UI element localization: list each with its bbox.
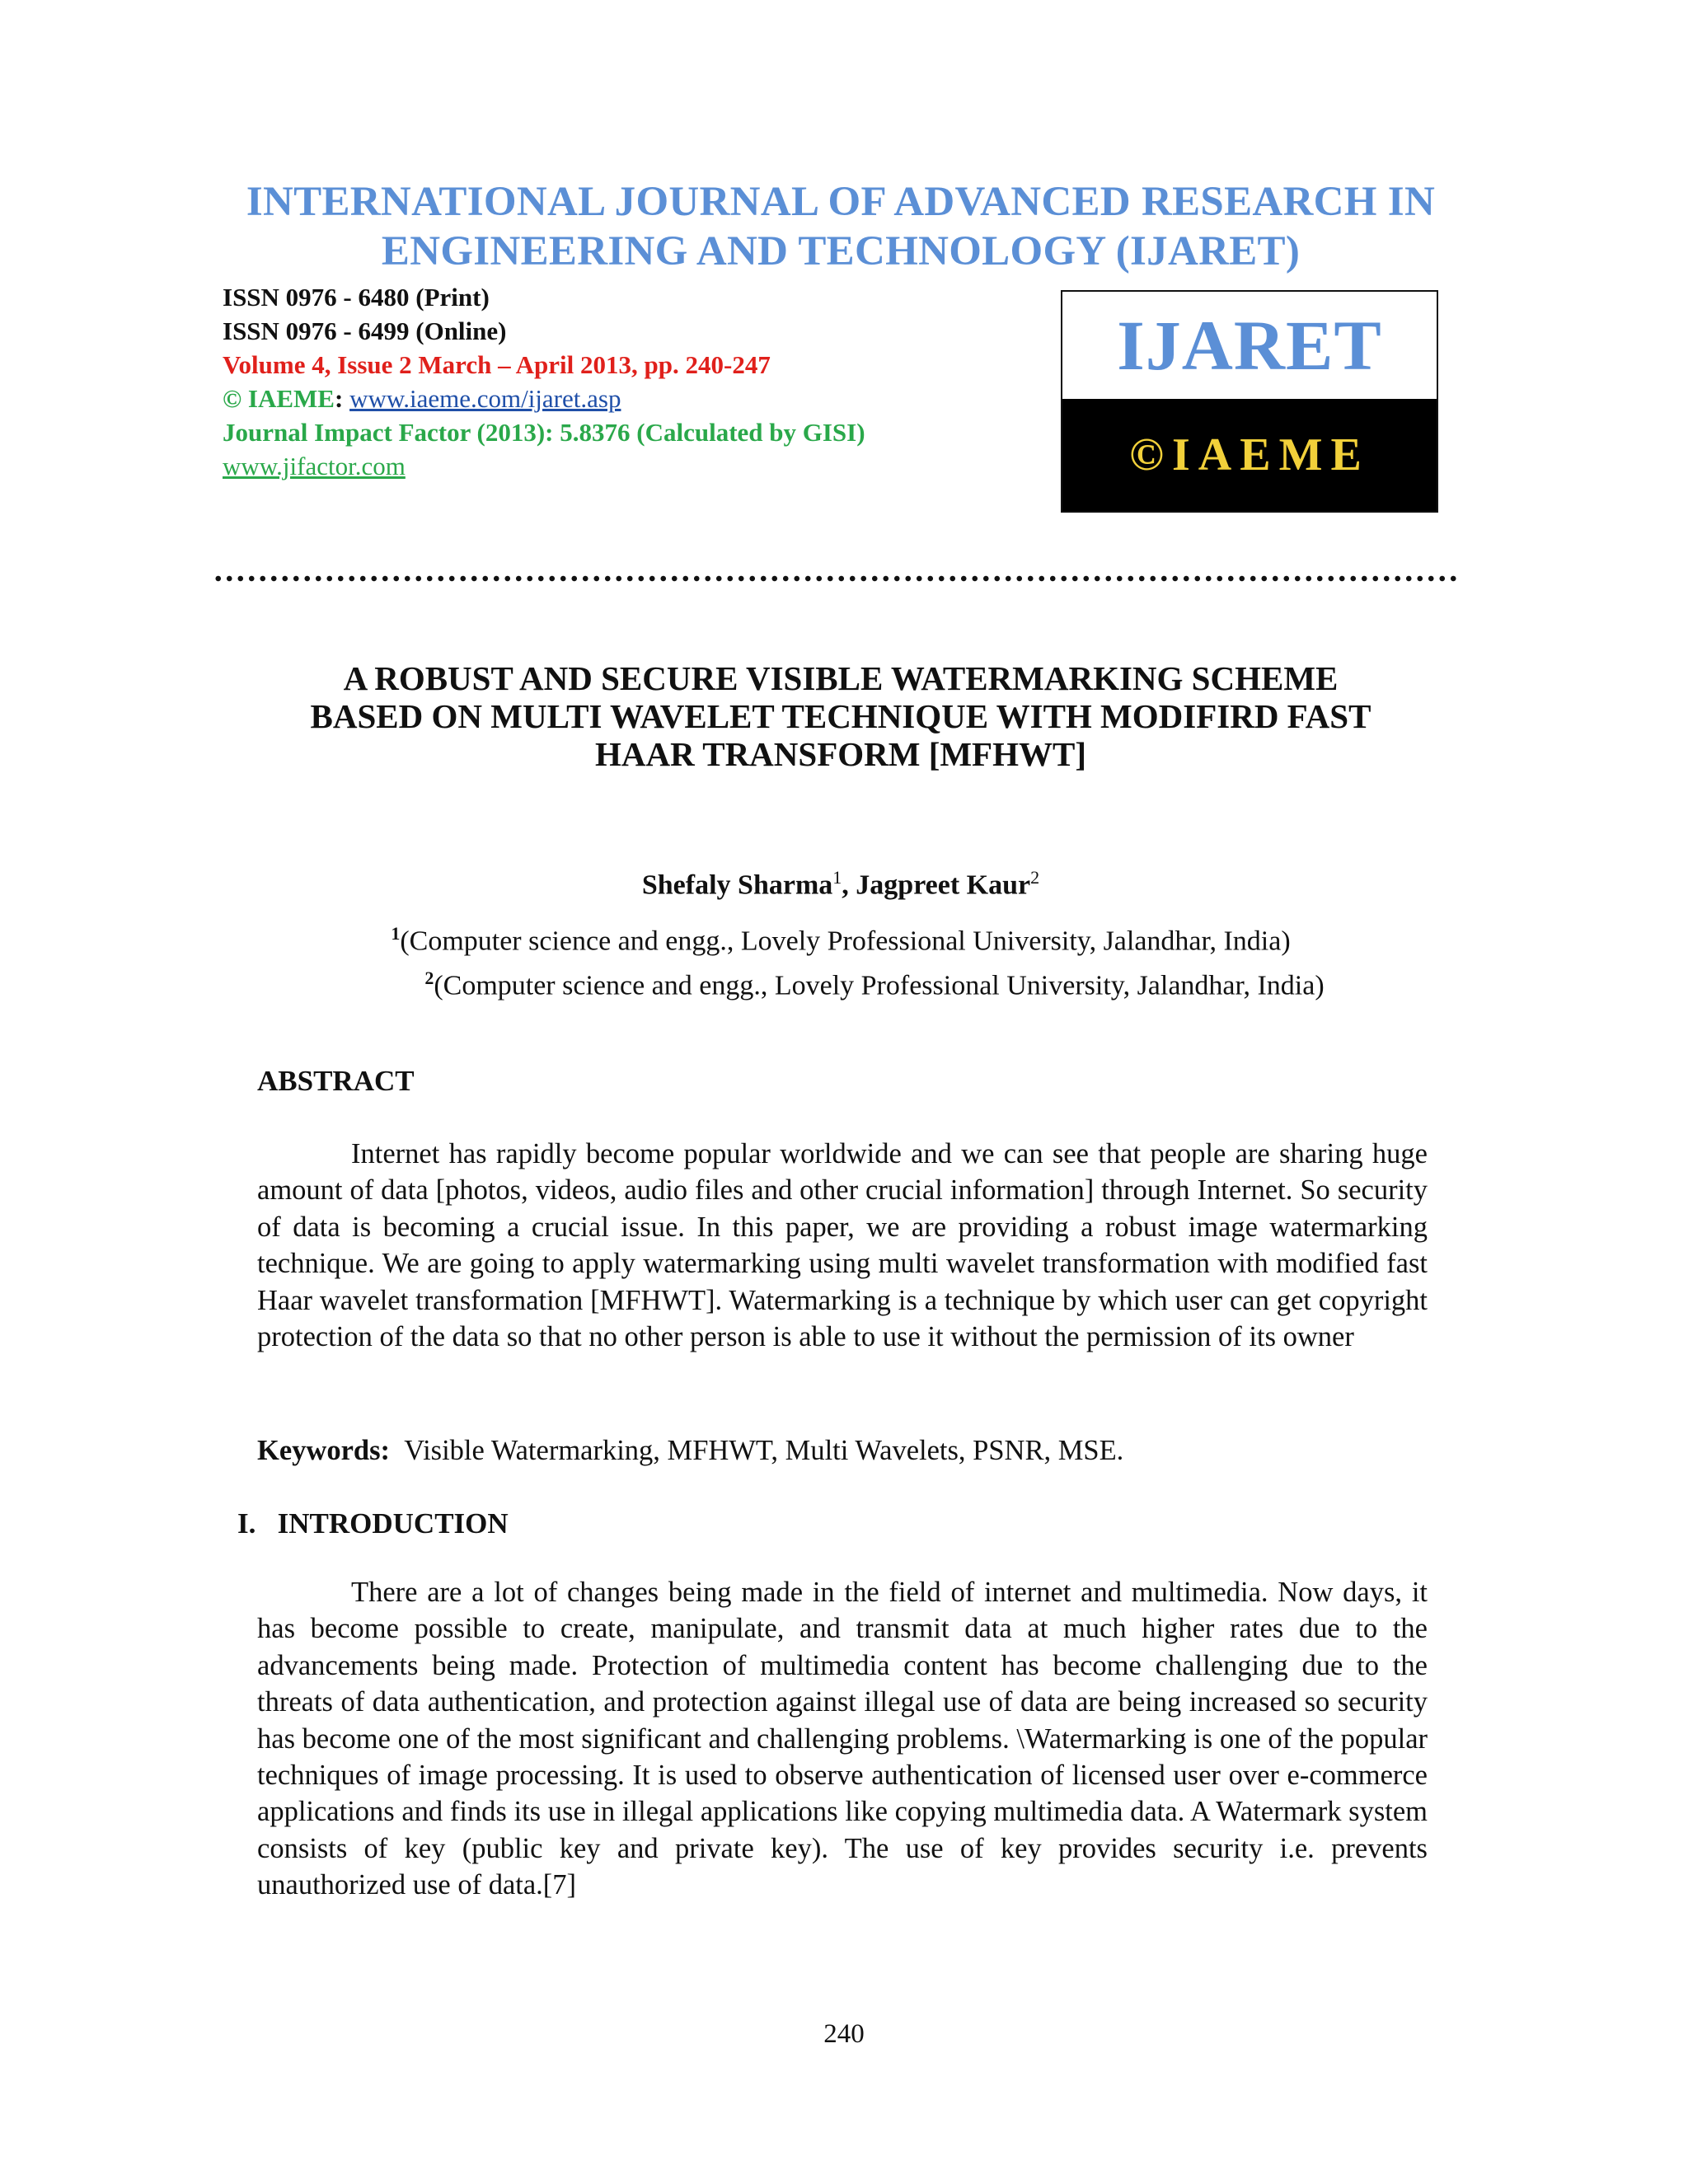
keywords-text: Visible Watermarking, MFHWT, Multi Wavelets, PSNR, MSE. [404, 1435, 1124, 1466]
journal-meta [223, 280, 865, 483]
affiliation-2-sup: 2 [424, 968, 434, 989]
affiliation-1-text: (Computer science and engg., Lovely Professional University, Jalandhar, India) [400, 926, 1291, 957]
publisher-colon: : [334, 384, 344, 413]
impact-factor: Journal Impact Factor (2013): 5.8376 (Calculated by GISI) [223, 418, 865, 447]
journal-title [214, 177, 1467, 276]
journal-title-line2: ENGINEERING AND TECHNOLOGY (IJARET) [381, 228, 1301, 274]
author-separator: , [842, 869, 856, 901]
affiliation-1 [247, 915, 1434, 959]
abstract-heading: ABSTRACT [257, 1065, 415, 1097]
logo-iaeme-text: ©IAEME [1062, 399, 1437, 511]
paper-title-line1: A ROBUST AND SECURE VISIBLE WATERMARKING SCHEME [343, 659, 1339, 697]
volume-info: Volume 4, Issue 2 March – April 2013, pp. 240-247 [223, 350, 771, 379]
affiliation-1-sup: 1 [391, 923, 401, 944]
abstract-body [257, 1136, 1428, 1355]
author-2-sup: 2 [1030, 867, 1040, 888]
journal-logo [1061, 290, 1438, 513]
author-1-sup: 1 [832, 867, 842, 888]
affiliations [247, 915, 1434, 1005]
abstract-text: Internet has rapidly become popular worldwide and we can see that people are sharing huge amount of data [photos, videos, audio files and other crucial information] through Internet. So security of data is becoming a crucial issue. In this paper, we are providing a robust image watermarking technique. We are going to apply watermarking using multi wavelet transformation with modified fast Haar wavelet transformation [MFHWT]. Watermarking is a technique by which user can get copyright protection of the data so that no other person is able to use it without the permission of its owner [257, 1138, 1428, 1353]
keywords [257, 1432, 1123, 1469]
introduction-heading: I. INTRODUCTION [237, 1507, 509, 1540]
author-1: Shefaly Sharma [641, 869, 833, 901]
logo-ijaret-text: IJARET [1117, 306, 1382, 385]
affiliation-2-text: (Computer science and engg., Lovely Professional University, Jalandhar, India) [434, 970, 1325, 1001]
author-2: Jagpreet Kaur [856, 869, 1031, 901]
issn-print: ISSN 0976 - 6480 (Print) [223, 283, 490, 312]
issn-online: ISSN 0976 - 6499 (Online) [223, 316, 507, 345]
introduction-body [257, 1574, 1428, 1904]
paper-title-line3: HAAR TRANSFORM [MFHWT] [595, 735, 1086, 773]
publisher-line [223, 382, 865, 415]
introduction-text: There are a lot of changes being made in the field of internet and multimedia. Now days, it has become possible to create, manipulate, and transmit data at much higher rates due to the advancements being made. Protection of multimedia content has become challenging due to the threats of data authentication, and protection against illegal use of data are being increased so security has become one of the most significant and challenging problems. \Watermarking is one of the popular techniques of image processing. It is used to observe authentication of licensed user over e-commerce applications and finds its use in illegal applications like copying multimedia data. A Watermark system consists of key (public key and private key). The use of key provides security i.e. prevents unauthorized use of data.[7] [257, 1577, 1428, 1901]
publisher-name: © IAEME [223, 384, 335, 413]
authors [247, 860, 1434, 903]
keywords-label: Keywords: [257, 1435, 390, 1466]
page-number: 240 [823, 2019, 865, 2049]
publisher-link[interactable]: www.iaeme.com/ijaret.asp [349, 384, 621, 413]
paper-title-line2: BASED ON MULTI WAVELET TECHNIQUE WITH MODIFIRD FAST [310, 697, 1372, 735]
paper-title [247, 659, 1434, 773]
impact-factor-link[interactable]: www.jifactor.com [223, 452, 406, 480]
journal-title-line1: INTERNATIONAL JOURNAL OF ADVANCED RESEARCH IN [246, 179, 1436, 225]
dotted-separator [213, 575, 1457, 582]
affiliation-2 [247, 959, 1434, 1004]
